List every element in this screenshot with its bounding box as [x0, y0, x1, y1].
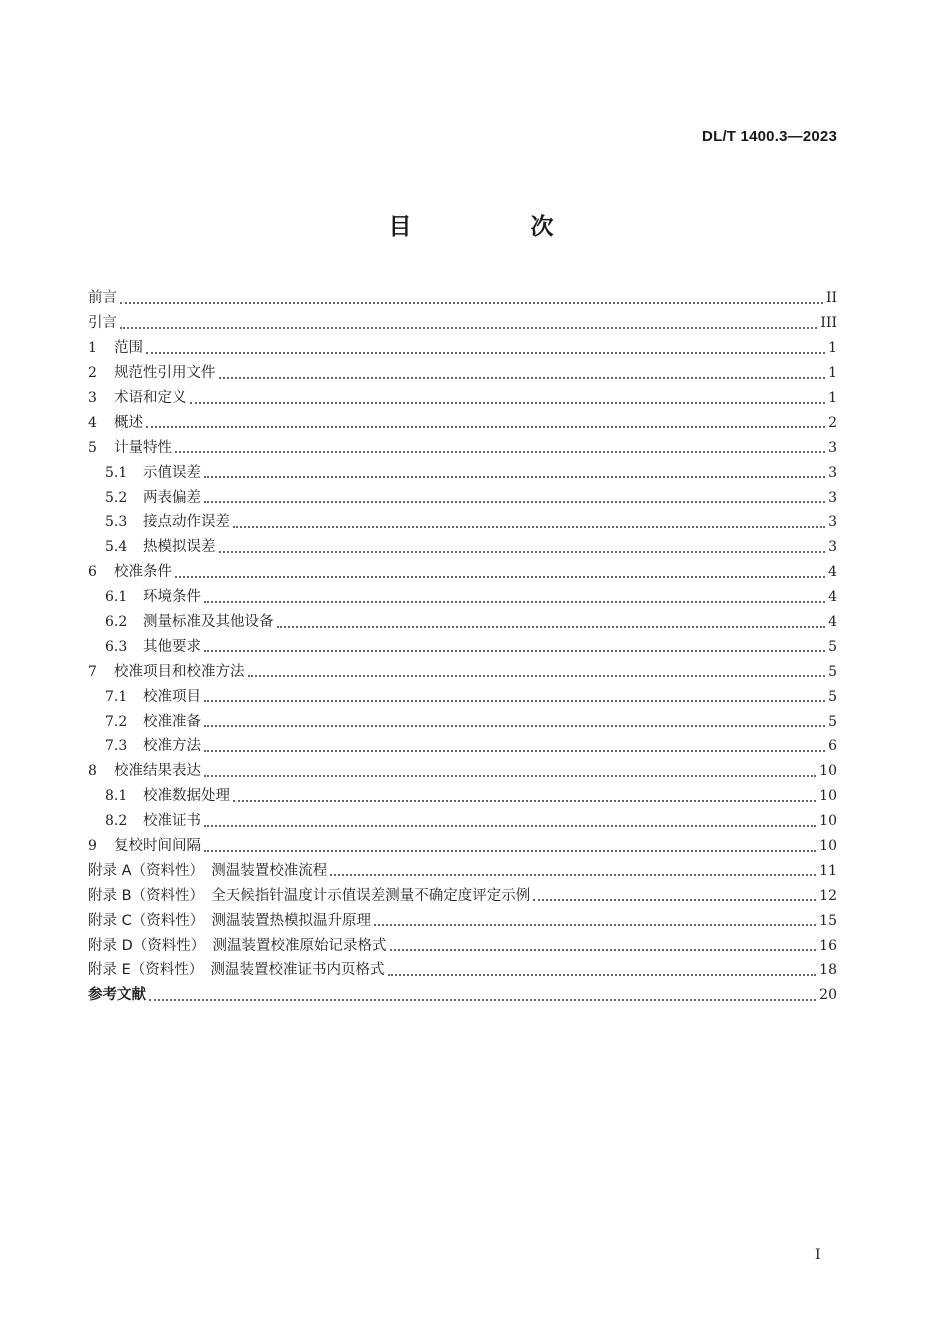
toc-entry-number: 7.1 [105, 688, 128, 705]
document-code: DL/T 1400.3—2023 [702, 128, 837, 145]
toc-entry[interactable] [88, 983, 837, 1008]
dot-leader [390, 948, 817, 951]
toc-entry[interactable] [88, 485, 837, 510]
dot-leader [204, 724, 825, 727]
toc-entry-label: 校准条件 [114, 564, 172, 581]
toc-entry[interactable] [88, 883, 837, 908]
toc-entry-page: 4 [828, 614, 837, 631]
toc-entry-page: 10 [819, 813, 837, 830]
toc-entry-page: 2 [828, 414, 837, 431]
toc-entry-page: 20 [819, 987, 837, 1004]
toc-entry[interactable] [88, 460, 837, 485]
dot-leader [204, 774, 816, 777]
toc-entry-label: 计量特性 [114, 439, 172, 456]
toc-entry-number: 9 [88, 838, 97, 855]
toc-entry-number: 3 [88, 390, 97, 406]
toc-entry[interactable] [88, 834, 837, 859]
toc-entry[interactable] [88, 386, 837, 411]
toc-entry-number: 7.2 [105, 713, 128, 730]
dot-leader [248, 674, 826, 677]
toc-entry-page: 1 [828, 390, 837, 406]
toc-entry-number: 5.2 [105, 489, 128, 506]
dot-leader [204, 649, 825, 652]
toc-entry[interactable] [88, 361, 837, 386]
toc-entry-label: 概述 [114, 414, 143, 431]
toc-entry-number: 8 [88, 763, 97, 780]
toc-entry-number: 5.1 [105, 464, 128, 481]
toc-entry-page: 3 [828, 464, 837, 481]
toc-entry[interactable] [88, 336, 837, 361]
toc-entry-page: 6 [828, 738, 837, 755]
toc-entry-page: 5 [828, 638, 837, 655]
toc-entry-label: 引言 [88, 315, 117, 332]
toc-entry-number: 2 [88, 365, 97, 382]
dot-leader [533, 898, 816, 901]
toc-entry-number: 5.4 [105, 539, 128, 556]
dot-leader [190, 401, 826, 404]
dot-leader [219, 550, 826, 553]
toc-entry[interactable] [88, 958, 837, 983]
toc-entry-label: 附录 D（资料性） 测温装置校准原始记录格式 [88, 937, 387, 954]
toc-entry-page: 3 [828, 489, 837, 506]
toc-entry-label: 附录 B（资料性） 全天候指针温度计示值误差测量不确定度评定示例 [88, 887, 531, 904]
toc-entry[interactable] [88, 634, 837, 659]
dot-leader [175, 450, 825, 453]
toc-entry-page: 1 [828, 365, 837, 382]
toc-entry-page: 4 [828, 564, 837, 581]
toc-entry[interactable] [88, 809, 837, 834]
toc-entry-number: 6.2 [105, 614, 128, 631]
toc-entry[interactable] [88, 659, 837, 684]
toc-entry[interactable] [88, 510, 837, 535]
dot-leader [204, 500, 825, 503]
toc-entry[interactable] [88, 585, 837, 610]
dot-leader [388, 973, 817, 976]
toc-entry[interactable] [88, 535, 837, 560]
toc-entry-label: 示值误差 [143, 464, 201, 481]
toc-entry-label: 校准准备 [143, 713, 201, 730]
toc-entry-label: 其他要求 [143, 638, 201, 655]
toc-entry-page: 5 [828, 663, 837, 680]
toc-entry[interactable] [88, 684, 837, 709]
toc-entry[interactable] [88, 435, 837, 460]
toc-entry-number: 4 [88, 414, 97, 431]
toc-entry-page: 12 [819, 887, 837, 904]
dot-leader [204, 824, 816, 827]
toc-entry[interactable] [88, 858, 837, 883]
dot-leader [146, 425, 825, 428]
toc-entry-number: 6.1 [105, 589, 128, 606]
dot-leader [374, 923, 816, 926]
toc-entry-number: 5.3 [105, 514, 128, 531]
toc-entry-page: II [825, 290, 837, 307]
toc-entry-page: 5 [828, 688, 837, 705]
toc-entry-label: 接点动作误差 [143, 514, 230, 531]
toc-entry-label: 复校时间间隔 [114, 838, 201, 855]
dot-leader [204, 849, 816, 852]
toc-entry[interactable] [88, 908, 837, 933]
page-title: 目 次 [388, 214, 602, 240]
dot-leader [120, 301, 823, 304]
dot-leader [219, 376, 826, 379]
page-number: I [815, 1247, 821, 1263]
toc-entry-page: 10 [819, 838, 837, 855]
dot-leader [204, 475, 825, 478]
toc-entry-page: 11 [819, 862, 837, 879]
toc-entry-number: 5 [88, 439, 97, 456]
toc-entry-label: 两表偏差 [143, 489, 201, 506]
toc-entry[interactable] [88, 734, 837, 759]
toc-entry-page: 10 [819, 763, 837, 780]
toc-entry-label: 前言 [88, 290, 117, 307]
toc-entry-page: 18 [819, 962, 837, 979]
dot-leader [149, 998, 816, 1001]
toc-entry-page: 15 [819, 912, 837, 929]
toc-entry-page: 3 [828, 539, 837, 556]
dot-leader [120, 326, 817, 329]
toc-entry[interactable] [88, 410, 837, 435]
toc-entry-label: 规范性引用文件 [114, 365, 216, 382]
toc-entry-number: 7 [88, 663, 97, 680]
toc-entry-label: 范围 [114, 340, 143, 357]
toc-entry[interactable] [88, 560, 837, 585]
toc-entry-label: 附录 C（资料性） 测温装置热模拟温升原理 [88, 912, 371, 929]
toc-entry-label: 校准数据处理 [143, 788, 230, 805]
toc-entry-label: 校准项目 [143, 688, 201, 705]
toc-entry-label: 附录 A（资料性） 测温装置校准流程 [88, 862, 328, 879]
dot-leader [233, 799, 816, 802]
toc-entry[interactable] [88, 709, 837, 734]
toc-entry-label: 环境条件 [143, 589, 201, 606]
toc-entry-number: 8.2 [105, 813, 128, 830]
dot-leader [204, 749, 825, 752]
toc-entry-page: 1 [828, 340, 837, 357]
table-of-contents [88, 286, 837, 1008]
dot-leader [204, 600, 825, 603]
dot-leader [233, 525, 825, 528]
toc-entry-page: 10 [819, 788, 837, 805]
toc-entry-label: 校准结果表达 [114, 763, 201, 780]
dot-leader [277, 625, 826, 628]
toc-entry-label: 校准项目和校准方法 [114, 663, 245, 680]
toc-entry-number: 6 [88, 564, 97, 581]
dot-leader [330, 873, 816, 876]
toc-entry-page: 4 [828, 589, 837, 606]
toc-entry-label: 热模拟误差 [143, 539, 216, 556]
toc-entry[interactable] [88, 610, 837, 635]
toc-entry-number: 8.1 [105, 788, 128, 805]
toc-entry-page: III [820, 315, 837, 332]
toc-entry-label: 附录 E（资料性） 测温装置校准证书内页格式 [88, 962, 385, 979]
toc-entry[interactable] [88, 311, 837, 336]
toc-entry-number: 1 [88, 340, 97, 357]
toc-entry-page: 3 [828, 439, 837, 456]
toc-entry-label: 校准方法 [143, 738, 201, 755]
toc-entry-number: 6.3 [105, 638, 128, 655]
dot-leader [204, 699, 825, 702]
toc-entry-page: 5 [828, 713, 837, 730]
toc-entry-label: 测量标准及其他设备 [143, 614, 274, 631]
toc-entry[interactable] [88, 933, 837, 958]
toc-entry[interactable] [88, 286, 837, 311]
toc-entry-page: 16 [819, 937, 837, 954]
toc-entry[interactable] [88, 784, 837, 809]
toc-entry-number: 7.3 [105, 738, 128, 755]
toc-entry-label: 校准证书 [143, 813, 201, 830]
toc-entry[interactable] [88, 759, 837, 784]
toc-entry-label: 参考文献 [88, 987, 146, 1004]
dot-leader [146, 351, 825, 354]
toc-entry-page: 3 [828, 514, 837, 531]
toc-entry-label: 术语和定义 [114, 390, 187, 406]
dot-leader [175, 575, 825, 578]
